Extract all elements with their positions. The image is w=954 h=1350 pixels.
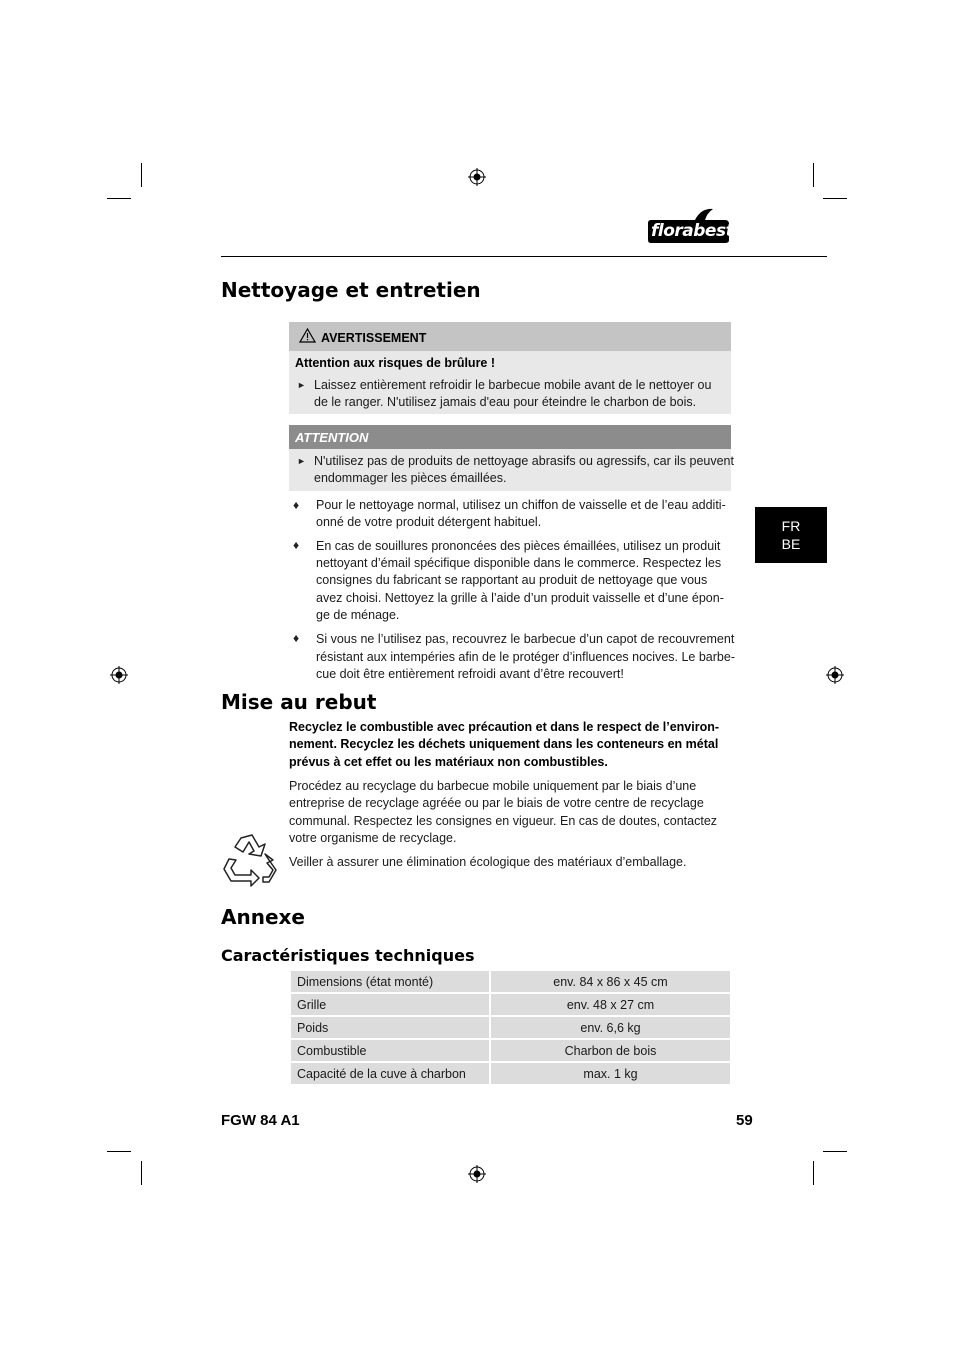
arrow-bullet-icon: ►: [297, 380, 306, 390]
registration-mark-icon: [826, 666, 844, 684]
table-row: [291, 994, 730, 1015]
page-number: 59: [736, 1112, 753, 1129]
crop-mark-bl-v: [141, 1161, 142, 1185]
warning-label: AVERTISSEMENT: [321, 331, 427, 345]
spec-value: env. 84 x 86 x 45 cm: [491, 971, 730, 992]
bullet-text-line: cue doit être entièrement refroidi avant d’être recouvert!: [316, 667, 624, 681]
arrow-bullet-icon: ►: [297, 456, 306, 466]
warning-triangle-icon: [299, 328, 316, 343]
brand-logo-text: florabest: [651, 221, 734, 241]
attention-label: ATTENTION: [295, 430, 369, 445]
section-subtitle-specs: Caractéristiques techniques: [221, 946, 475, 965]
diamond-bullet-icon: ♦: [293, 631, 300, 645]
header-rule: [221, 256, 827, 257]
warning-heading: Attention aux risques de brûlure !: [295, 356, 496, 370]
disposal-paragraph-line: entreprise de recyclage agréée ou par le biais de votre centre de recyclage: [289, 796, 704, 810]
spec-value: env. 6,6 kg: [491, 1017, 730, 1038]
section-title-annex: Annexe: [221, 905, 305, 929]
language-code: BE: [781, 536, 801, 552]
disposal-intro-line: Recyclez le combustible avec précaution et dans le respect de l’environ-: [289, 720, 720, 734]
registration-mark-icon: [110, 666, 128, 684]
disposal-paragraph-line: votre organisme de recyclage.: [289, 831, 457, 845]
spec-label: Grille: [291, 994, 489, 1015]
disposal-intro-line: nement. Recyclez les déchets uniquement dans les conteneurs en métal: [289, 737, 719, 751]
table-row: [291, 1063, 730, 1084]
language-code: FR: [781, 518, 801, 534]
bullet-text-line: avez choisi. Nettoyez la grille à l’aide d’un produit vaisselle et d’une épon-: [316, 591, 724, 605]
disposal-paragraph-line: Procédez au recyclage du barbecue mobile uniquement par le biais d’une: [289, 779, 697, 793]
bullet-text-line: Pour le nettoyage normal, utilisez un chiffon de vaisselle et de l’eau additi-: [316, 498, 726, 512]
attention-text-line: endommager les pièces émaillées.: [314, 471, 507, 485]
crop-mark-tr-h: [823, 198, 847, 199]
spec-label: Dimensions (état monté): [291, 971, 489, 992]
crop-mark-tl-v: [141, 163, 142, 187]
table-row: [291, 971, 730, 992]
spec-value: Charbon de bois: [491, 1040, 730, 1061]
diamond-bullet-icon: ♦: [293, 498, 300, 512]
crop-mark-tl-h: [107, 198, 131, 199]
footer-model: FGW 84 A1: [221, 1112, 300, 1129]
warning-text-line: Laissez entièrement refroidir le barbecue mobile avant de le nettoyer ou: [314, 378, 712, 392]
table-row: [291, 1040, 730, 1061]
spec-value: max. 1 kg: [491, 1063, 730, 1084]
section-title-disposal: Mise au rebut: [221, 690, 377, 714]
disposal-intro-line: prévus à cet effet ou les matériaux non combustibles.: [289, 755, 608, 769]
diamond-bullet-icon: ♦: [293, 538, 300, 552]
spec-label: Capacité de la cuve à charbon: [291, 1063, 489, 1084]
spec-value: env. 48 x 27 cm: [491, 994, 730, 1015]
spec-label: Poids: [291, 1017, 489, 1038]
spec-table: [289, 969, 732, 1086]
bullet-text-line: nettoyant d’émail spécifique disponible dans le commerce. Respectez les: [316, 556, 722, 570]
bullet-text-line: ge de ménage.: [316, 608, 400, 622]
bullet-text-line: résistant aux intempéries afin de le protéger d’influences nocives. Le barbe-: [316, 650, 735, 664]
spec-label: Combustible: [291, 1040, 489, 1061]
section-title-cleaning: Nettoyage et entretien: [221, 278, 481, 302]
registration-mark-icon: [468, 168, 486, 186]
disposal-paragraph-line: Veiller à assurer une élimination écologique des matériaux d’emballage.: [289, 855, 687, 869]
crop-mark-bl-h: [107, 1151, 131, 1152]
bullet-text-line: En cas de souillures prononcées des pièces émaillées, utilisez un produit: [316, 539, 721, 553]
crop-mark-br-v: [813, 1161, 814, 1185]
warning-text-line: de le ranger. N'utilisez jamais d'eau pour éteindre le charbon de bois.: [314, 395, 697, 409]
bullet-text-line: Si vous ne l’utilisez pas, recouvrez le barbecue d’un capot de recouvrement: [316, 632, 735, 646]
recycle-icon: [221, 832, 279, 887]
language-tab: [755, 507, 827, 563]
attention-text-line: N'utilisez pas de produits de nettoyage abrasifs ou agressifs, car ils peuvent: [314, 454, 734, 468]
disposal-paragraph-line: communal. Respectez les consignes en vigueur. En cas de doutes, contactez: [289, 814, 718, 828]
registration-mark-icon: [468, 1165, 486, 1183]
bullet-text-line: onné de votre produit détergent habituel.: [316, 515, 542, 529]
bullet-text-line: consignes du fabricant se rapportant au produit de nettoyage que vous: [316, 573, 708, 587]
crop-mark-tr-v: [813, 163, 814, 187]
crop-mark-br-h: [823, 1151, 847, 1152]
table-row: [291, 1017, 730, 1038]
